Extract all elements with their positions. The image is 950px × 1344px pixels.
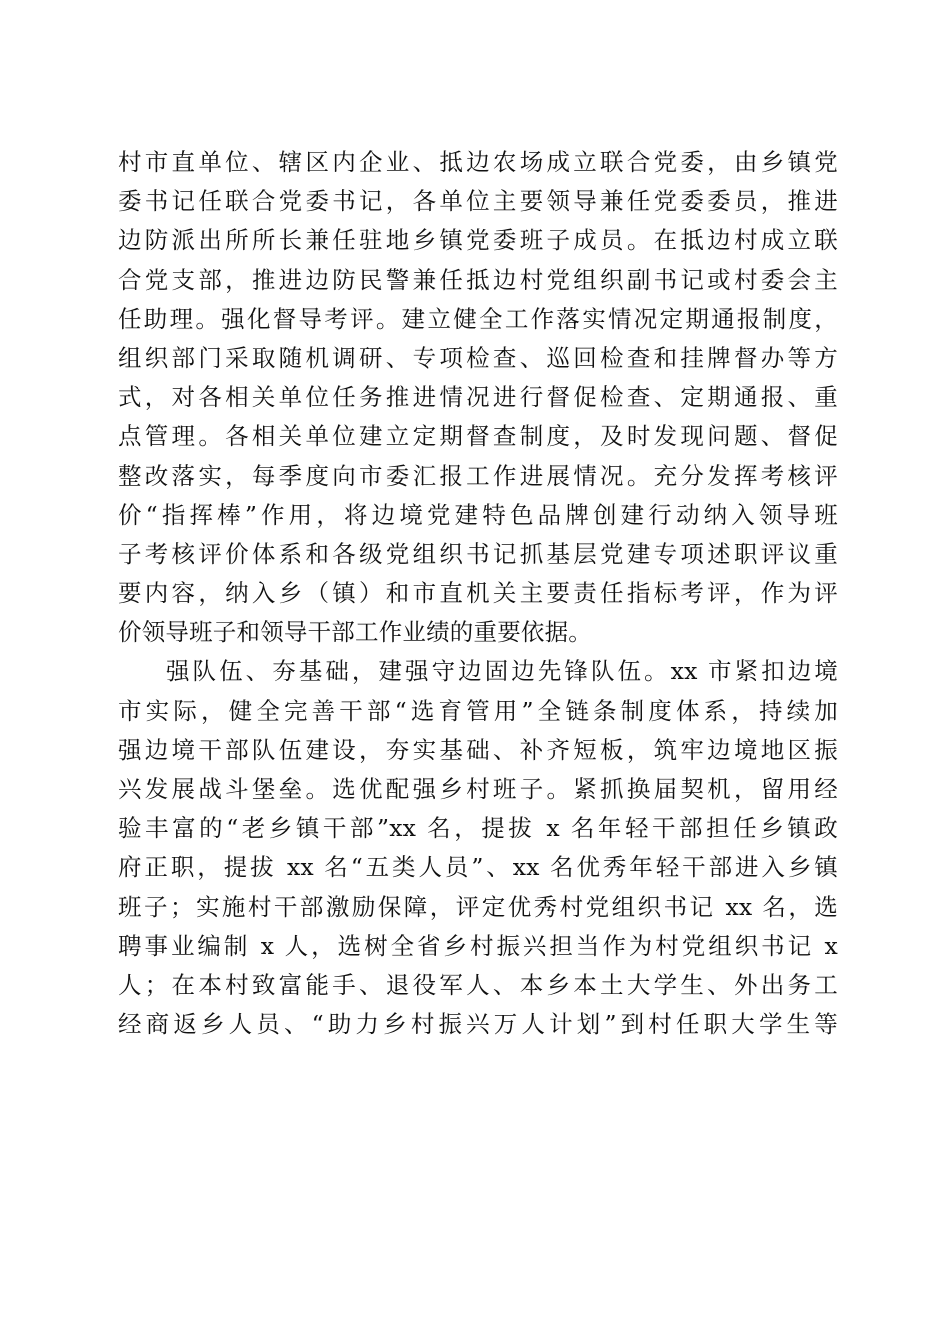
text-line: 强边境干部队伍建设，夯实基础、补齐短板，筑牢边境地区振 bbox=[118, 735, 838, 764]
document-body bbox=[118, 143, 838, 1044]
text-line: 边防派出所所长兼任驻地乡镇党委班子成员。在抵边村成立联 bbox=[118, 226, 838, 255]
text-line: 价“指挥棒”作用，将边境党建特色品牌创建行动纳入领导班 bbox=[118, 500, 838, 529]
text-line: 市实际，健全完善干部“选育管用”全链条制度体系，持续加 bbox=[118, 696, 838, 725]
text-line: 人；在本村致富能手、退役军人、本乡本土大学生、外出务工 bbox=[118, 970, 838, 999]
text-line: 子考核评价体系和各级党组织书记抓基层党建专项述职评议重 bbox=[118, 539, 838, 568]
text-line: 组织部门采取随机调研、专项检查、巡回检查和挂牌督办等方 bbox=[118, 343, 838, 372]
text-line: 式，对各相关单位任务推进情况进行督促检查、定期通报、重 bbox=[118, 383, 838, 412]
text-line: 经商返乡人员、“助力乡村振兴万人计划”到村任职大学生等 bbox=[118, 1010, 838, 1039]
text-line: 聘事业编制 x 人，选树全省乡村振兴担当作为村党组织书记 x bbox=[118, 931, 838, 960]
text-line: 整改落实，每季度向市委汇报工作进展情况。充分发挥考核评 bbox=[118, 461, 838, 490]
text-line: 价领导班子和领导干部工作业绩的重要依据。 bbox=[118, 618, 592, 647]
text-line: 兴发展战斗堡垒。选优配强乡村班子。紧抓换届契机，留用经 bbox=[118, 775, 838, 803]
text-line: 委书记任联合党委书记，各单位主要领导兼任党委委员，推进 bbox=[118, 187, 838, 216]
paragraph-2 bbox=[118, 652, 838, 1044]
text-line: 班子；实施村干部激励保障，评定优秀村党组织书记 xx 名，选 bbox=[118, 892, 838, 921]
text-line: 府正职，提拔 xx 名“五类人员”、xx 名优秀年轻干部进入乡镇 bbox=[118, 853, 838, 882]
text-line: 验丰富的“老乡镇干部”xx 名，提拔 x 名年轻干部担任乡镇政 bbox=[118, 814, 838, 843]
text-line: 村市直单位、辖区内企业、抵边农场成立联合党委，由乡镇党 bbox=[118, 148, 838, 176]
text-line: 合党支部，推进边防民警兼任抵边村党组织副书记或村委会主 bbox=[118, 265, 838, 294]
paragraph-1 bbox=[118, 143, 838, 652]
text-line: 强队伍、夯基础，建强守边固边先锋队伍。xx 市紧扣边境 bbox=[166, 657, 838, 686]
text-line: 要内容，纳入乡（镇）和市直机关主要责任指标考评，作为评 bbox=[118, 579, 838, 608]
text-line: 任助理。强化督导考评。建立健全工作落实情况定期通报制度， bbox=[118, 304, 838, 333]
text-line: 点管理。各相关单位建立定期督查制度，及时发现问题、督促 bbox=[118, 422, 838, 451]
